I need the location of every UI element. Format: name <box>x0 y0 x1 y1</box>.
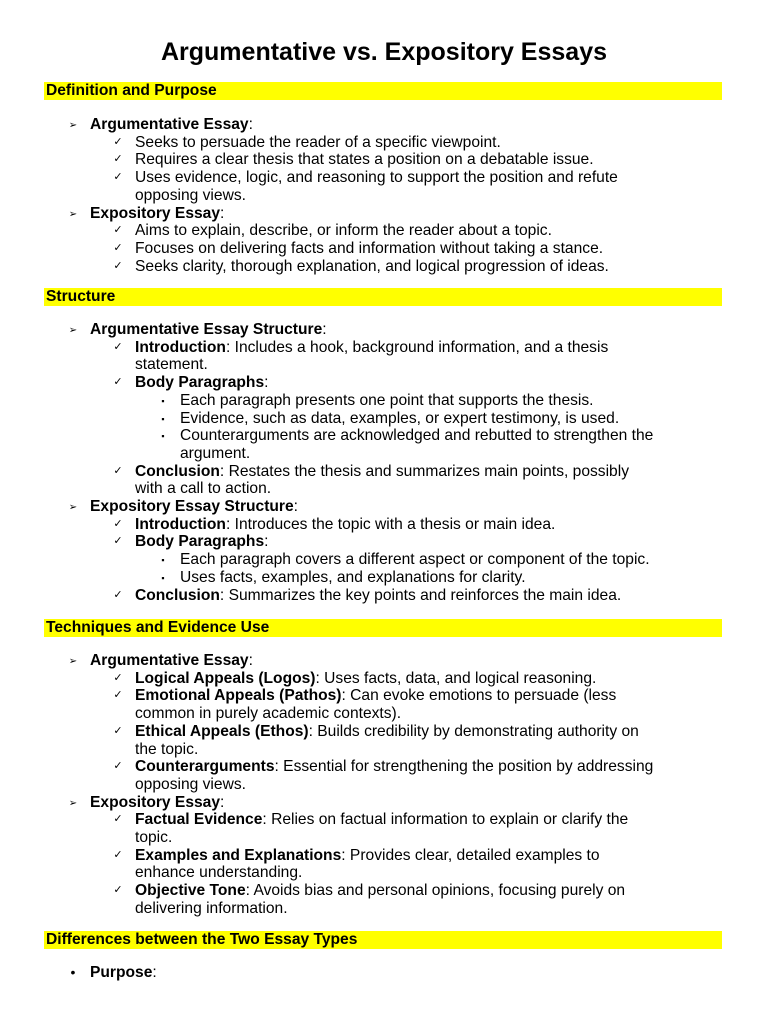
checkmark-icon: ✓ <box>113 689 123 702</box>
list-item-continuation: opposing views. <box>135 775 246 793</box>
list-item: ✓ Requires a clear thesis that states a position on a debatable issue. <box>0 151 768 169</box>
checkmark-icon: ✓ <box>113 848 123 861</box>
section-differences-content <box>0 964 768 982</box>
list-item: ✓ Seeks to persuade the reader of a specific viewpoint. <box>0 134 768 152</box>
checkmark-icon: ✓ <box>113 376 123 389</box>
checkmark-icon: ✓ <box>113 813 123 826</box>
checkmark-icon: ✓ <box>113 171 123 184</box>
list-item: ▪ Uses facts, examples, and explanations for clarity. <box>0 569 768 587</box>
square-bullet-icon: ▪ <box>161 431 165 442</box>
list-item-continuation: topic. <box>135 829 173 847</box>
list-item-continuation: argument. <box>180 444 251 462</box>
list-item-continuation: common in purely academic contexts). <box>135 705 402 723</box>
list-item: ✓ Ethical Appeals (Ethos): Builds credibility by demonstrating authority on <box>0 723 768 741</box>
square-bullet-icon: ▪ <box>161 572 165 583</box>
arrow-bullet-icon: ➢ <box>68 502 78 514</box>
checkmark-icon: ✓ <box>113 724 123 737</box>
list-item: ✓ Factual Evidence: Relies on factual information to explain or clarify the <box>0 811 768 829</box>
section-header-structure: Structure <box>44 288 722 306</box>
checkmark-icon: ✓ <box>113 671 123 684</box>
list-item: ✓ Body Paragraphs: <box>0 533 768 551</box>
arrow-bullet-icon: ➢ <box>68 797 78 809</box>
list-item: ➢ Expository Essay: <box>0 205 768 223</box>
section-header-differences: Differences between the Two Essay Types <box>44 931 722 949</box>
list-item: ✓ Aims to explain, describe, or inform the reader about a topic. <box>0 222 768 240</box>
list-item: ✓ Introduction: Introduces the topic with a thesis or main idea. <box>0 516 768 534</box>
list-item: ➢ Argumentative Essay Structure: <box>0 321 768 339</box>
arrow-bullet-icon: ➢ <box>68 656 78 667</box>
checkmark-icon: ✓ <box>113 535 123 548</box>
list-item: ✓ Introduction: Includes a hook, background information, and a thesis <box>0 339 768 357</box>
square-bullet-icon: ▪ <box>161 555 165 566</box>
arrow-bullet-icon: ➢ <box>68 325 78 336</box>
section-structure-content <box>0 321 768 604</box>
checkmark-icon: ✓ <box>113 241 123 254</box>
list-item: ✓ Conclusion: Summarizes the key points and reinforces the main idea. <box>0 587 768 605</box>
list-item: ▪ Each paragraph covers a different aspect or component of the topic. <box>0 551 768 569</box>
checkmark-icon: ✓ <box>113 588 123 601</box>
list-item-continuation: statement. <box>135 356 208 374</box>
list-item: ✓ Conclusion: Restates the thesis and summarizes main points, possibly <box>0 463 768 481</box>
checkmark-icon: ✓ <box>113 464 123 477</box>
list-item: ✓ Emotional Appeals (Pathos): Can evoke emotions to persuade (less <box>0 687 768 705</box>
checkmark-icon: ✓ <box>113 259 123 272</box>
bullet-icon: • <box>70 964 76 980</box>
section-definition-content <box>0 116 768 275</box>
list-item: ▪ Evidence, such as data, examples, or expert testimony, is used. <box>0 410 768 428</box>
list-item: ➢ Argumentative Essay: <box>0 116 768 134</box>
list-item: ✓ Logical Appeals (Logos): Uses facts, data, and logical reasoning. <box>0 670 768 688</box>
list-item: ▪ Counterarguments are acknowledged and rebutted to strengthen the <box>0 427 768 445</box>
list-item-continuation: delivering information. <box>135 899 288 917</box>
square-bullet-icon: ▪ <box>161 413 165 424</box>
checkmark-icon: ✓ <box>113 760 123 773</box>
arrow-bullet-icon: ➢ <box>68 120 78 131</box>
checkmark-icon: ✓ <box>113 224 123 237</box>
checkmark-icon: ✓ <box>113 153 123 166</box>
list-item: ✓ Objective Tone: Avoids bias and personal opinions, focusing purely on <box>0 882 768 900</box>
list-item-continuation: opposing views. <box>135 186 246 204</box>
list-item: ✓ Counterarguments: Essential for strengthening the position by addressing <box>0 758 768 776</box>
checkmark-icon: ✓ <box>113 517 123 530</box>
section-header-definition: Definition and Purpose <box>44 82 722 100</box>
checkmark-icon: ✓ <box>113 340 123 353</box>
list-item-continuation: the topic. <box>135 740 199 758</box>
list-item: ▪ Each paragraph presents one point that supports the thesis. <box>0 392 768 410</box>
checkmark-icon: ✓ <box>113 135 123 148</box>
section-header-techniques: Techniques and Evidence Use <box>44 619 722 637</box>
list-item: • Purpose: <box>0 964 768 982</box>
list-item: ✓ Seeks clarity, thorough explanation, and logical progression of ideas. <box>0 258 768 276</box>
list-item: ✓ Body Paragraphs: <box>0 374 768 392</box>
square-bullet-icon: ▪ <box>161 395 165 406</box>
checkmark-icon: ✓ <box>113 884 123 897</box>
list-item: ✓ Uses evidence, logic, and reasoning to support the position and refute <box>0 169 768 187</box>
list-item: ➢ Argumentative Essay: <box>0 652 768 670</box>
list-item: ➢ Expository Essay Structure: <box>0 498 768 516</box>
list-item-continuation: enhance understanding. <box>135 864 303 882</box>
section-techniques-content <box>0 652 768 918</box>
list-item: ➢ Expository Essay: <box>0 794 768 812</box>
arrow-bullet-icon: ➢ <box>68 208 78 220</box>
list-item-continuation: with a call to action. <box>135 480 272 498</box>
list-item: ✓ Examples and Explanations: Provides clear, detailed examples to <box>0 847 768 865</box>
list-item: ✓ Focuses on delivering facts and information without taking a stance. <box>0 240 768 258</box>
page-title: Argumentative vs. Expository Essays <box>160 38 608 66</box>
